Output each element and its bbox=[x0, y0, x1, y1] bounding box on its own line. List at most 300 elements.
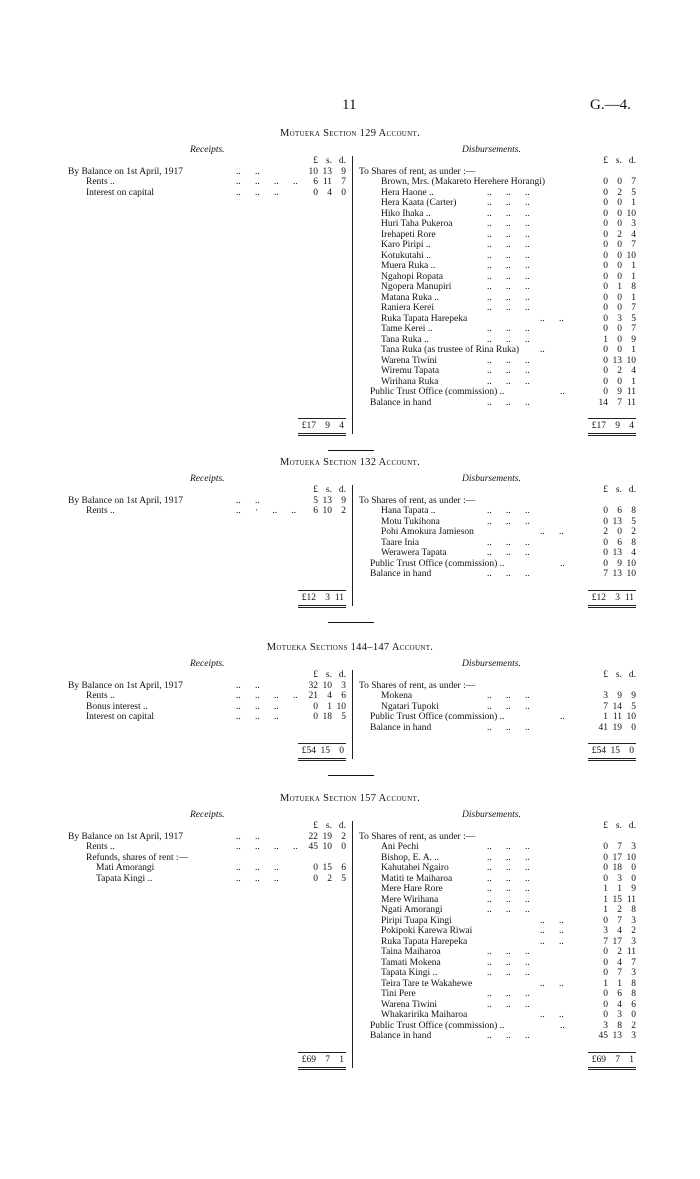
disbursement-amount-pounds: 0 bbox=[603, 177, 608, 187]
receipt-amount bbox=[300, 874, 346, 885]
payee-label: Raniera Kerei bbox=[381, 303, 435, 313]
disbursement-amount bbox=[590, 387, 636, 398]
receipt-label: By Balance on 1st April, 1917 bbox=[68, 166, 184, 177]
disbursement-amount bbox=[590, 691, 636, 702]
receipts-total-double-rule bbox=[298, 433, 346, 434]
currency-head: d. bbox=[338, 485, 346, 495]
disbursement-amount-shillings: 18 bbox=[612, 863, 622, 873]
receipt-amount-shillings: 13 bbox=[322, 166, 332, 177]
receipts-total-pounds: £54 bbox=[301, 746, 316, 756]
section-separator bbox=[328, 450, 374, 451]
disbursements-total-pounds: £17 bbox=[591, 421, 606, 431]
receipts-total-double-rule bbox=[298, 760, 346, 761]
currency-head: s. bbox=[325, 821, 332, 831]
leader-dots: .. .. .. bbox=[236, 701, 279, 712]
disbursement-amount bbox=[590, 895, 636, 906]
payee-label: Mere Wirihana bbox=[381, 894, 439, 905]
currency-head: s. bbox=[325, 156, 332, 166]
leader-dots: .. .. .. bbox=[487, 187, 530, 198]
receipts-currency-heads bbox=[300, 156, 346, 167]
receipts-total-double-rule bbox=[298, 1069, 346, 1070]
receipt-amount bbox=[300, 177, 346, 188]
receipt-amount-pounds: 6 bbox=[313, 506, 318, 516]
disbursement-amount bbox=[590, 517, 636, 528]
disbursement-amount-pounds: 0 bbox=[603, 989, 608, 999]
disbursement-amount-pence: 8 bbox=[631, 282, 636, 292]
payee-label: Ngopera Manupiri bbox=[381, 282, 452, 292]
disbursement-amount bbox=[590, 1000, 636, 1011]
currency-head: £ bbox=[603, 670, 608, 680]
disbursement-amount-pounds: 0 bbox=[603, 852, 608, 863]
disbursement-amount-pounds: 41 bbox=[598, 722, 608, 733]
leader-dots: .. .. .. bbox=[487, 968, 530, 978]
receipt-label: By Balance on 1st April, 1917 bbox=[68, 495, 184, 506]
disbursement-label: Public Trust Office (commission) .. bbox=[370, 1020, 505, 1031]
disbursement-amount-pence: 8 bbox=[631, 978, 636, 989]
disbursements-total-double-rule bbox=[588, 433, 636, 434]
disbursement-amount-pounds: 0 bbox=[603, 842, 608, 852]
receipt-label: Tapata Kingi .. bbox=[96, 873, 153, 884]
payee-label: Ngati Amorangi bbox=[381, 905, 443, 915]
disbursement-amount-pence: 5 bbox=[631, 313, 636, 324]
disbursement-amount-shillings: 13 bbox=[612, 355, 622, 366]
disbursement-amount-pence: 7 bbox=[631, 303, 636, 313]
disbursement-amount-pounds: 0 bbox=[603, 999, 608, 1010]
disbursement-amount-pounds: 0 bbox=[603, 537, 608, 548]
receipt-label: Bonus interest .. bbox=[86, 701, 148, 712]
receipt-amount-pence: 9 bbox=[341, 166, 346, 177]
disbursement-amount-pence: 10 bbox=[626, 712, 636, 722]
leader-dots: .. .. .. bbox=[487, 691, 530, 701]
account-title-text: Motueka Section 132 Account. bbox=[279, 457, 421, 468]
disbursement-amount-shillings: 0 bbox=[617, 219, 622, 229]
payee-label: Mokena bbox=[381, 691, 413, 701]
disbursement-amount bbox=[590, 863, 636, 874]
receipt-amount bbox=[300, 853, 346, 864]
disbursement-amount-shillings: 13 bbox=[612, 548, 622, 558]
receipt-amount-pence: 7 bbox=[341, 177, 346, 187]
disbursement-amount-pence: 4 bbox=[631, 548, 636, 558]
currency-head: d. bbox=[338, 156, 346, 166]
leader-dots: .. .. bbox=[236, 166, 260, 177]
disbursement-amount-pounds: 1 bbox=[603, 712, 608, 722]
leader-dots: .. .. .. bbox=[487, 884, 530, 894]
payee-label: Tana Ruka (as trustee of Rina Ruka) bbox=[381, 345, 520, 355]
receipts-total-rule bbox=[298, 743, 346, 744]
disbursement-amount-pence: 0 bbox=[631, 863, 636, 873]
disbursements-total bbox=[586, 420, 634, 432]
leader-dots: .. .. .. .. bbox=[236, 177, 298, 187]
receipt-amount-pence: 2 bbox=[341, 506, 346, 516]
leader-dots: .. .. bbox=[236, 495, 260, 506]
receipt-amount-pounds: 5 bbox=[313, 495, 318, 506]
receipts-total-pence: 1 bbox=[339, 1054, 344, 1065]
payee-label: Hera Kaata (Carter) bbox=[381, 198, 457, 208]
disbursements-total-double-rule bbox=[588, 758, 636, 759]
disbursement-label: Balance in hand bbox=[370, 397, 432, 408]
disbursement-amount bbox=[590, 198, 636, 209]
leader-dots: .. .. .. bbox=[487, 334, 530, 345]
leader-dots: .. .. bbox=[540, 936, 564, 947]
disbursement-amount bbox=[590, 324, 636, 335]
disbursement-amount-pence: 9 bbox=[631, 334, 636, 345]
receipt-amount-pence: 2 bbox=[341, 831, 346, 842]
leader-dots: .. .. .. bbox=[487, 376, 530, 387]
receipt-amount-shillings: 15 bbox=[322, 863, 332, 873]
disbursement-amount-shillings: 7 bbox=[617, 842, 622, 852]
receipt-label: Rents .. bbox=[86, 691, 115, 701]
disbursement-amount-shillings: 2 bbox=[617, 187, 622, 198]
leader-dots: .. bbox=[540, 345, 545, 355]
payee-label: Warena Tiwini bbox=[381, 355, 437, 366]
leader-dots: .. .. .. bbox=[487, 219, 530, 229]
receipt-amount-pence: 0 bbox=[341, 842, 346, 852]
currency-head: £ bbox=[603, 821, 608, 831]
disbursement-amount-shillings: 8 bbox=[617, 1020, 622, 1031]
leader-dots: .. .. .. bbox=[487, 957, 530, 968]
receipts-total-double-rule bbox=[298, 1067, 346, 1068]
disbursement-amount-pence: 10 bbox=[626, 558, 636, 569]
account-title bbox=[0, 793, 700, 804]
disbursement-amount-pounds: 0 bbox=[603, 303, 608, 313]
receipt-amount-pence: 9 bbox=[341, 495, 346, 506]
disbursement-amount-pounds: 0 bbox=[603, 271, 608, 282]
currency-head: s. bbox=[615, 156, 622, 166]
leader-dots: .. .. .. bbox=[487, 397, 530, 408]
leader-dots: .. .. .. bbox=[487, 198, 530, 208]
disbursement-amount-pence: 7 bbox=[631, 177, 636, 187]
disbursement-amount bbox=[590, 989, 636, 1000]
receipt-label: By Balance on 1st April, 1917 bbox=[68, 680, 184, 691]
receipt-amount-shillings: 13 bbox=[322, 495, 332, 506]
payee-label: Tini Pere bbox=[381, 989, 416, 999]
receipts-total bbox=[296, 420, 344, 432]
leader-dots: .. .. .. bbox=[236, 712, 279, 722]
receipt-label: Rents .. bbox=[86, 177, 115, 187]
receipts-total-shillings: 7 bbox=[325, 1054, 330, 1065]
disbursement-amount-pounds: 1 bbox=[603, 894, 608, 905]
disbursement-amount-pounds: 0 bbox=[603, 355, 608, 366]
disbursement-amount bbox=[590, 884, 636, 895]
leader-dots: .. .. .. bbox=[487, 852, 530, 863]
disbursement-amount bbox=[590, 1010, 636, 1021]
disbursement-amount-pounds: 1 bbox=[603, 334, 608, 345]
leader-dots: .. .. .. bbox=[236, 863, 279, 873]
disbursement-amount-pence: 4 bbox=[631, 229, 636, 240]
receipts-total bbox=[296, 1054, 344, 1066]
disbursement-amount-pence: 7 bbox=[631, 957, 636, 968]
disbursement-amount bbox=[590, 345, 636, 356]
disbursement-amount bbox=[590, 712, 636, 723]
disbursement-amount-shillings: 9 bbox=[617, 691, 622, 701]
disbursement-amount bbox=[590, 377, 636, 388]
disbursement-amount-pounds: 3 bbox=[603, 926, 608, 936]
leader-dots: .. .. .. bbox=[236, 187, 279, 198]
disbursement-amount-shillings: 19 bbox=[612, 722, 622, 733]
receipts-total-shillings: 15 bbox=[320, 746, 330, 756]
leader-dots: .. .. .. bbox=[487, 701, 530, 712]
disbursement-amount-pence: 0 bbox=[631, 1010, 636, 1020]
receipts-heading: Receipts. bbox=[190, 145, 225, 155]
disbursement-amount-pounds: 2 bbox=[603, 527, 608, 537]
payee-label: Motu Tukihona bbox=[381, 516, 440, 527]
document-reference: G.—4. bbox=[590, 97, 631, 113]
leader-dots: .. bbox=[560, 387, 565, 397]
leader-dots: .. .. .. bbox=[487, 240, 530, 250]
currency-head: £ bbox=[603, 485, 608, 495]
currency-head: d. bbox=[338, 821, 346, 831]
receipt-amount bbox=[300, 167, 346, 178]
leader-dots: .. .. .. bbox=[487, 229, 530, 240]
disbursement-amount bbox=[590, 538, 636, 549]
disbursements-heading: Disbursements. bbox=[462, 659, 521, 669]
receipt-amount-pounds: 0 bbox=[313, 873, 318, 884]
leader-dots: .. .. .. bbox=[236, 873, 279, 884]
receipts-total-rule bbox=[298, 1052, 346, 1053]
receipt-amount bbox=[300, 702, 346, 713]
disbursement-amount bbox=[590, 261, 636, 272]
payee-label: Hana Tapata .. bbox=[381, 506, 436, 516]
disbursements-intro: To Shares of rent, as under :— bbox=[359, 680, 476, 691]
disbursement-amount-pounds: 3 bbox=[603, 1020, 608, 1031]
payee-label: Hera Haone .. bbox=[381, 187, 434, 198]
disbursement-amount bbox=[590, 979, 636, 990]
disbursement-amount-pence: 2 bbox=[631, 926, 636, 936]
receipt-amount-shillings: 4 bbox=[327, 187, 332, 198]
receipt-amount-shillings: 10 bbox=[322, 506, 332, 516]
receipt-label: Rents .. bbox=[86, 842, 115, 852]
disbursement-label: Public Trust Office (commission) .. bbox=[370, 712, 505, 722]
payee-label: Irehapeti Rore bbox=[381, 229, 436, 240]
disbursement-amount-pence: 3 bbox=[631, 842, 636, 852]
disbursement-amount bbox=[590, 293, 636, 304]
payee-label: Warena Tiwini bbox=[381, 999, 437, 1010]
disbursement-amount-pounds: 0 bbox=[603, 957, 608, 968]
receipt-amount-pounds: 22 bbox=[308, 831, 318, 842]
disbursement-amount-shillings: 4 bbox=[617, 999, 622, 1010]
receipt-amount-pounds: 0 bbox=[313, 712, 318, 722]
disbursement-amount-pounds: 14 bbox=[598, 397, 608, 408]
disbursement-label: Balance in hand bbox=[370, 722, 432, 733]
disbursements-total-rule bbox=[588, 590, 636, 591]
disbursement-amount-pence: 11 bbox=[626, 947, 636, 957]
disbursement-amount-pence: 8 bbox=[631, 506, 636, 516]
receipt-amount-shillings: 18 bbox=[322, 712, 332, 722]
disbursement-amount-pounds: 0 bbox=[603, 863, 608, 873]
disbursement-amount-pence: 10 bbox=[626, 569, 636, 579]
disbursement-amount-pence: 5 bbox=[631, 701, 636, 712]
receipt-amount-pence: 6 bbox=[341, 691, 346, 701]
payee-label: Ani Pechi bbox=[381, 842, 419, 852]
disbursement-amount-pounds: 1 bbox=[603, 884, 608, 894]
currency-head: d. bbox=[338, 670, 346, 680]
disbursement-amount bbox=[590, 506, 636, 517]
column-divider bbox=[352, 156, 353, 434]
disbursement-amount-pounds: 0 bbox=[603, 292, 608, 303]
receipt-amount-pounds: 21 bbox=[308, 691, 318, 701]
disbursement-amount-pounds: 0 bbox=[603, 313, 608, 324]
receipts-total-shillings: 9 bbox=[325, 421, 330, 431]
disbursement-amount-shillings: 4 bbox=[617, 926, 622, 936]
disbursements-intro: To Shares of rent, as under :— bbox=[359, 166, 476, 177]
disbursement-amount bbox=[590, 335, 636, 346]
receipts-total-double-rule bbox=[298, 607, 346, 608]
disbursements-total-shillings: 3 bbox=[615, 592, 620, 603]
leader-dots: .. bbox=[560, 712, 565, 722]
disbursement-label: Balance in hand bbox=[370, 569, 432, 579]
receipt-amount-pence: 5 bbox=[341, 712, 346, 722]
disbursement-amount bbox=[590, 219, 636, 230]
disbursement-amount-pounds: 0 bbox=[603, 229, 608, 240]
disbursement-amount-shillings: 7 bbox=[617, 397, 622, 408]
disbursement-amount bbox=[590, 251, 636, 262]
disbursements-total-pounds: £69 bbox=[591, 1054, 606, 1065]
disbursement-amount bbox=[590, 314, 636, 325]
disbursement-amount bbox=[590, 240, 636, 251]
leader-dots: .. .. .. bbox=[487, 261, 530, 271]
leader-dots: .. .. .. bbox=[487, 999, 530, 1010]
disbursements-heading: Disbursements. bbox=[462, 810, 521, 820]
disbursement-amount-pence: 11 bbox=[626, 387, 636, 397]
disbursement-amount bbox=[590, 569, 636, 580]
disbursement-amount-shillings: 14 bbox=[612, 701, 622, 712]
disbursements-total-shillings: 7 bbox=[615, 1054, 620, 1065]
disbursements-total-shillings: 15 bbox=[610, 746, 620, 756]
currency-head: d. bbox=[628, 156, 636, 166]
receipt-amount-pence: 10 bbox=[336, 701, 346, 712]
disbursement-amount-pence: 1 bbox=[631, 292, 636, 303]
disbursement-amount-shillings: 2 bbox=[617, 229, 622, 240]
leader-dots: .. · .. .. bbox=[236, 506, 297, 516]
receipt-label: Rents .. bbox=[86, 506, 115, 516]
disbursements-total-pence: 11 bbox=[624, 592, 634, 603]
currency-head: s. bbox=[325, 485, 332, 495]
receipts-currency-heads bbox=[300, 821, 346, 832]
disbursement-amount-shillings: 0 bbox=[617, 334, 622, 345]
account-title-text: Motueka Sections 144–147 Account. bbox=[266, 642, 434, 653]
payee-label: Ngahopi Ropata bbox=[381, 271, 444, 282]
receipts-total-rule bbox=[298, 418, 346, 419]
receipts-total-pounds: £17 bbox=[301, 421, 316, 431]
currency-head: d. bbox=[628, 821, 636, 831]
leader-dots: .. .. .. bbox=[487, 366, 530, 376]
leader-dots: .. .. .. bbox=[487, 1031, 530, 1041]
account-title-text: Motueka Section 157 Account. bbox=[279, 793, 421, 804]
disbursements-total bbox=[586, 745, 634, 757]
payee-label: Pohi Amokura Jamieson bbox=[381, 527, 474, 537]
disbursement-amount-pence: 8 bbox=[631, 989, 636, 999]
disbursement-amount bbox=[590, 272, 636, 283]
disbursement-amount-pence: 10 bbox=[626, 250, 636, 261]
disbursement-amount-pounds: 0 bbox=[603, 282, 608, 292]
disbursements-heading: Disbursements. bbox=[462, 474, 521, 484]
disbursement-amount-pence: 3 bbox=[631, 936, 636, 947]
disbursement-amount-pounds: 0 bbox=[603, 376, 608, 387]
payee-label: Ruka Tapata Harepeka bbox=[381, 936, 468, 947]
receipts-currency-heads bbox=[300, 485, 346, 496]
disbursement-amount bbox=[590, 548, 636, 559]
disbursements-total bbox=[586, 1054, 634, 1066]
leader-dots: .. .. .. bbox=[487, 355, 530, 366]
payee-label: Whakaririka Maiharoa bbox=[381, 1010, 468, 1020]
receipt-label: Interest on capital bbox=[86, 187, 155, 198]
disbursement-amount-pounds: 45 bbox=[598, 1031, 608, 1041]
disbursement-amount-pence: 10 bbox=[626, 852, 636, 863]
receipt-amount-shillings: 1 bbox=[327, 701, 332, 712]
receipt-amount bbox=[300, 496, 346, 507]
receipt-amount-pence: 3 bbox=[341, 680, 346, 691]
disbursement-amount-shillings: 0 bbox=[617, 261, 622, 271]
disbursement-amount-pence: 3 bbox=[631, 219, 636, 229]
disbursement-amount-pence: 5 bbox=[631, 187, 636, 198]
receipts-heading: Receipts. bbox=[190, 474, 225, 484]
disbursement-amount-shillings: 0 bbox=[617, 292, 622, 303]
disbursement-amount bbox=[590, 937, 636, 948]
disbursement-amount bbox=[590, 905, 636, 916]
disbursement-amount-shillings: 0 bbox=[617, 198, 622, 208]
receipt-amount bbox=[300, 506, 346, 517]
leader-dots: .. .. bbox=[540, 1010, 564, 1020]
disbursement-amount-pence: 8 bbox=[631, 537, 636, 548]
disbursements-total-pounds: £54 bbox=[591, 746, 606, 756]
disbursement-amount bbox=[590, 559, 636, 570]
column-divider bbox=[352, 670, 353, 759]
disbursement-amount-shillings: 0 bbox=[617, 303, 622, 313]
disbursements-currency-heads bbox=[590, 821, 636, 832]
disbursement-amount bbox=[590, 209, 636, 220]
receipts-total-pence: 0 bbox=[339, 746, 344, 756]
receipt-amount-pounds: 0 bbox=[313, 701, 318, 712]
payee-label: Bishop, E. A. .. bbox=[381, 852, 440, 863]
leader-dots: .. .. .. bbox=[487, 271, 530, 282]
payee-label: Taina Maiharoa bbox=[381, 947, 441, 957]
leader-dots: .. .. bbox=[540, 926, 564, 936]
disbursement-amount-pounds: 3 bbox=[603, 691, 608, 701]
leader-dots: .. .. .. bbox=[487, 208, 530, 219]
leader-dots: .. .. bbox=[236, 680, 260, 691]
account-title-text: Motueka Section 129 Account. bbox=[279, 128, 421, 139]
disbursement-amount-pounds: 0 bbox=[603, 250, 608, 261]
disbursement-amount-pounds: 7 bbox=[603, 569, 608, 579]
disbursement-amount-pence: 10 bbox=[626, 355, 636, 366]
receipts-total bbox=[296, 745, 344, 757]
disbursements-total-rule bbox=[588, 1052, 636, 1053]
disbursement-amount-pence: 6 bbox=[631, 999, 636, 1010]
disbursements-total-pence: 0 bbox=[629, 746, 634, 756]
disbursement-amount bbox=[590, 1031, 636, 1042]
disbursement-amount-shillings: 9 bbox=[617, 558, 622, 569]
leader-dots: .. .. .. bbox=[487, 324, 530, 334]
disbursement-amount-shillings: 0 bbox=[617, 376, 622, 387]
disbursement-amount-shillings: 0 bbox=[617, 345, 622, 355]
leader-dots: .. .. .. bbox=[487, 905, 530, 915]
disbursement-amount bbox=[590, 916, 636, 927]
payee-label: Brown, Mrs. (Makareto Herehere Horangi) bbox=[381, 177, 546, 187]
disbursements-total-double-rule bbox=[588, 1069, 636, 1070]
disbursement-amount-shillings: 0 bbox=[617, 271, 622, 282]
currency-head: £ bbox=[313, 156, 318, 166]
disbursement-amount-shillings: 17 bbox=[612, 852, 622, 863]
payee-label: Kahutahei Ngairo bbox=[381, 863, 449, 873]
disbursement-amount-shillings: 4 bbox=[617, 957, 622, 968]
receipt-amount bbox=[300, 681, 346, 692]
payee-label: Tana Ruka .. bbox=[381, 334, 429, 345]
disbursement-amount-pounds: 0 bbox=[603, 240, 608, 250]
disbursement-amount bbox=[590, 926, 636, 937]
disbursement-amount bbox=[590, 968, 636, 979]
disbursement-amount-shillings: 7 bbox=[617, 915, 622, 926]
currency-head: s. bbox=[615, 485, 622, 495]
